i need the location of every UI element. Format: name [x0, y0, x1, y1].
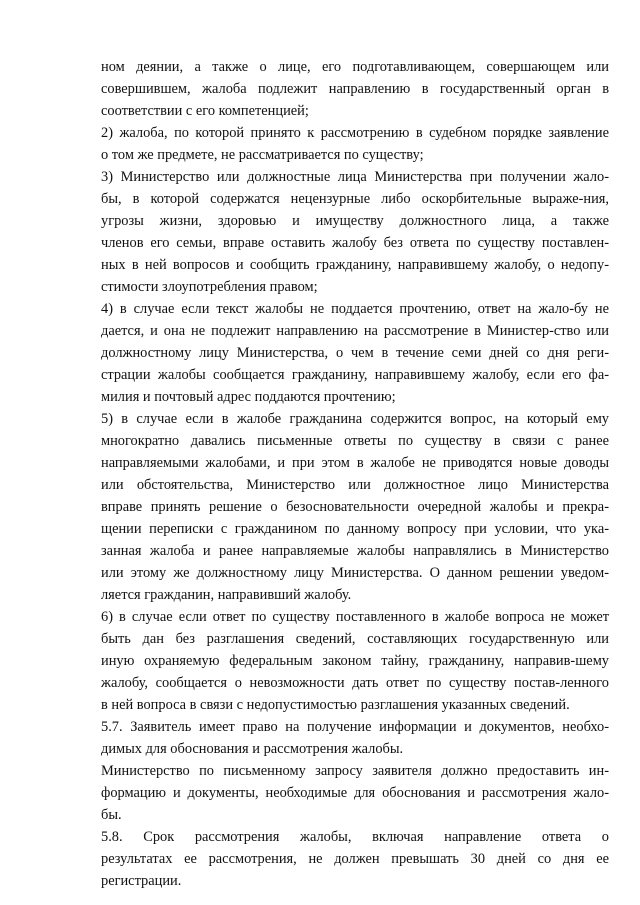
text-line: щении переписки с гражданином по данному вопросу при условии, что ука-: [101, 521, 609, 537]
text-line: или обстоятельства, Министерство или должностное лицо Министерства: [101, 477, 609, 493]
text-line: угрозы жизни, здоровью и имуществу должностного лица, а также: [101, 213, 609, 229]
text-line: о том же предмете, не рассматривается по существу;: [101, 147, 424, 163]
text-line: соответствии с его компетенцией;: [101, 103, 309, 119]
text-line: бы.: [101, 807, 122, 823]
document-text: [101, 56, 609, 892]
text-line: многократно давались письменные ответы по существу в связи с ранее: [101, 433, 609, 449]
text-line: страции жалобы сообщается гражданину, направившему жалобу, если его фа-: [101, 367, 609, 383]
text-line: быть дан без разглашения сведений, составляющих государственную или: [101, 631, 609, 647]
text-line: димых для обоснования и рассмотрения жалобы.: [101, 741, 404, 757]
text-line: 5.7. Заявитель имеет право на получение информации и документов, необхо-: [101, 719, 609, 735]
text-line: направляемыми жалобами, и при этом в жалобе не приводятся новые доводы: [101, 455, 609, 471]
text-line: милия и почтовый адрес поддаются прочтению;: [101, 389, 396, 405]
text-line: членов его семьи, вправе оставить жалобу без ответа по существу поставлен-: [101, 235, 609, 251]
text-line: иную охраняемую федеральным законом тайну, гражданину, направив-шему: [101, 653, 609, 669]
text-line: 2) жалоба, по которой принято к рассмотрению в судебном порядке заявление: [101, 125, 609, 141]
text-line: занная жалоба и ранее направляемые жалобы направлялись в Министерство: [101, 543, 609, 559]
text-line: ном деянии, а также о лице, его подготавливающем, совершающем или: [101, 59, 609, 75]
text-line: 5) в случае если в жалобе гражданина содержится вопрос, на который ему: [101, 411, 609, 427]
text-line: ных в ней вопросов и сообщить гражданину, направившему жалобу, о недопу-: [101, 257, 609, 273]
text-line: должностному лицу Министерства, о чем в течение семи дней со дня реги-: [101, 345, 609, 361]
text-line: 5.8. Срок рассмотрения жалобы, включая направление ответа о: [101, 829, 609, 845]
text-line: вправе принять решение о безосновательности очередной жалобы и прекра-: [101, 499, 609, 515]
text-line: регистрации.: [101, 873, 182, 889]
text-line: стимости злоупотребления правом;: [101, 279, 318, 295]
text-line: результатах ее рассмотрения, не должен превышать 30 дней со дня ее: [101, 851, 609, 867]
text-line: бы, в которой содержатся нецензурные либо оскорбительные выраже-ния,: [101, 191, 609, 207]
text-line: или этому же должностному лицу Министерства. О данном решении уведом-: [101, 565, 609, 581]
text-line: 3) Министерство или должностные лица Министерства при получении жало-: [101, 169, 609, 185]
text-line: ляется гражданин, направивший жалобу.: [101, 587, 352, 603]
text-line: дается, и она не подлежит направлению на рассмотрение в Министер-ство или: [101, 323, 609, 339]
text-line: совершившем, жалоба подлежит направлению в государственный орган в: [101, 81, 609, 97]
text-line: жалобу, сообщается о невозможности дать ответ по существу постав-ленного: [101, 675, 609, 691]
text-line: Министерство по письменному запросу заявителя должно предоставить ин-: [101, 763, 609, 779]
text-line: формацию и документы, необходимые для обоснования и рассмотрения жало-: [101, 785, 609, 801]
text-line: 4) в случае если текст жалобы не поддается прочтению, ответ на жало-бу не: [101, 301, 609, 317]
text-line: 6) в случае если ответ по существу поставленного в жалобе вопроса не может: [101, 609, 609, 625]
text-line: в ней вопроса в связи с недопустимостью разглашения указанных сведений.: [101, 697, 570, 713]
